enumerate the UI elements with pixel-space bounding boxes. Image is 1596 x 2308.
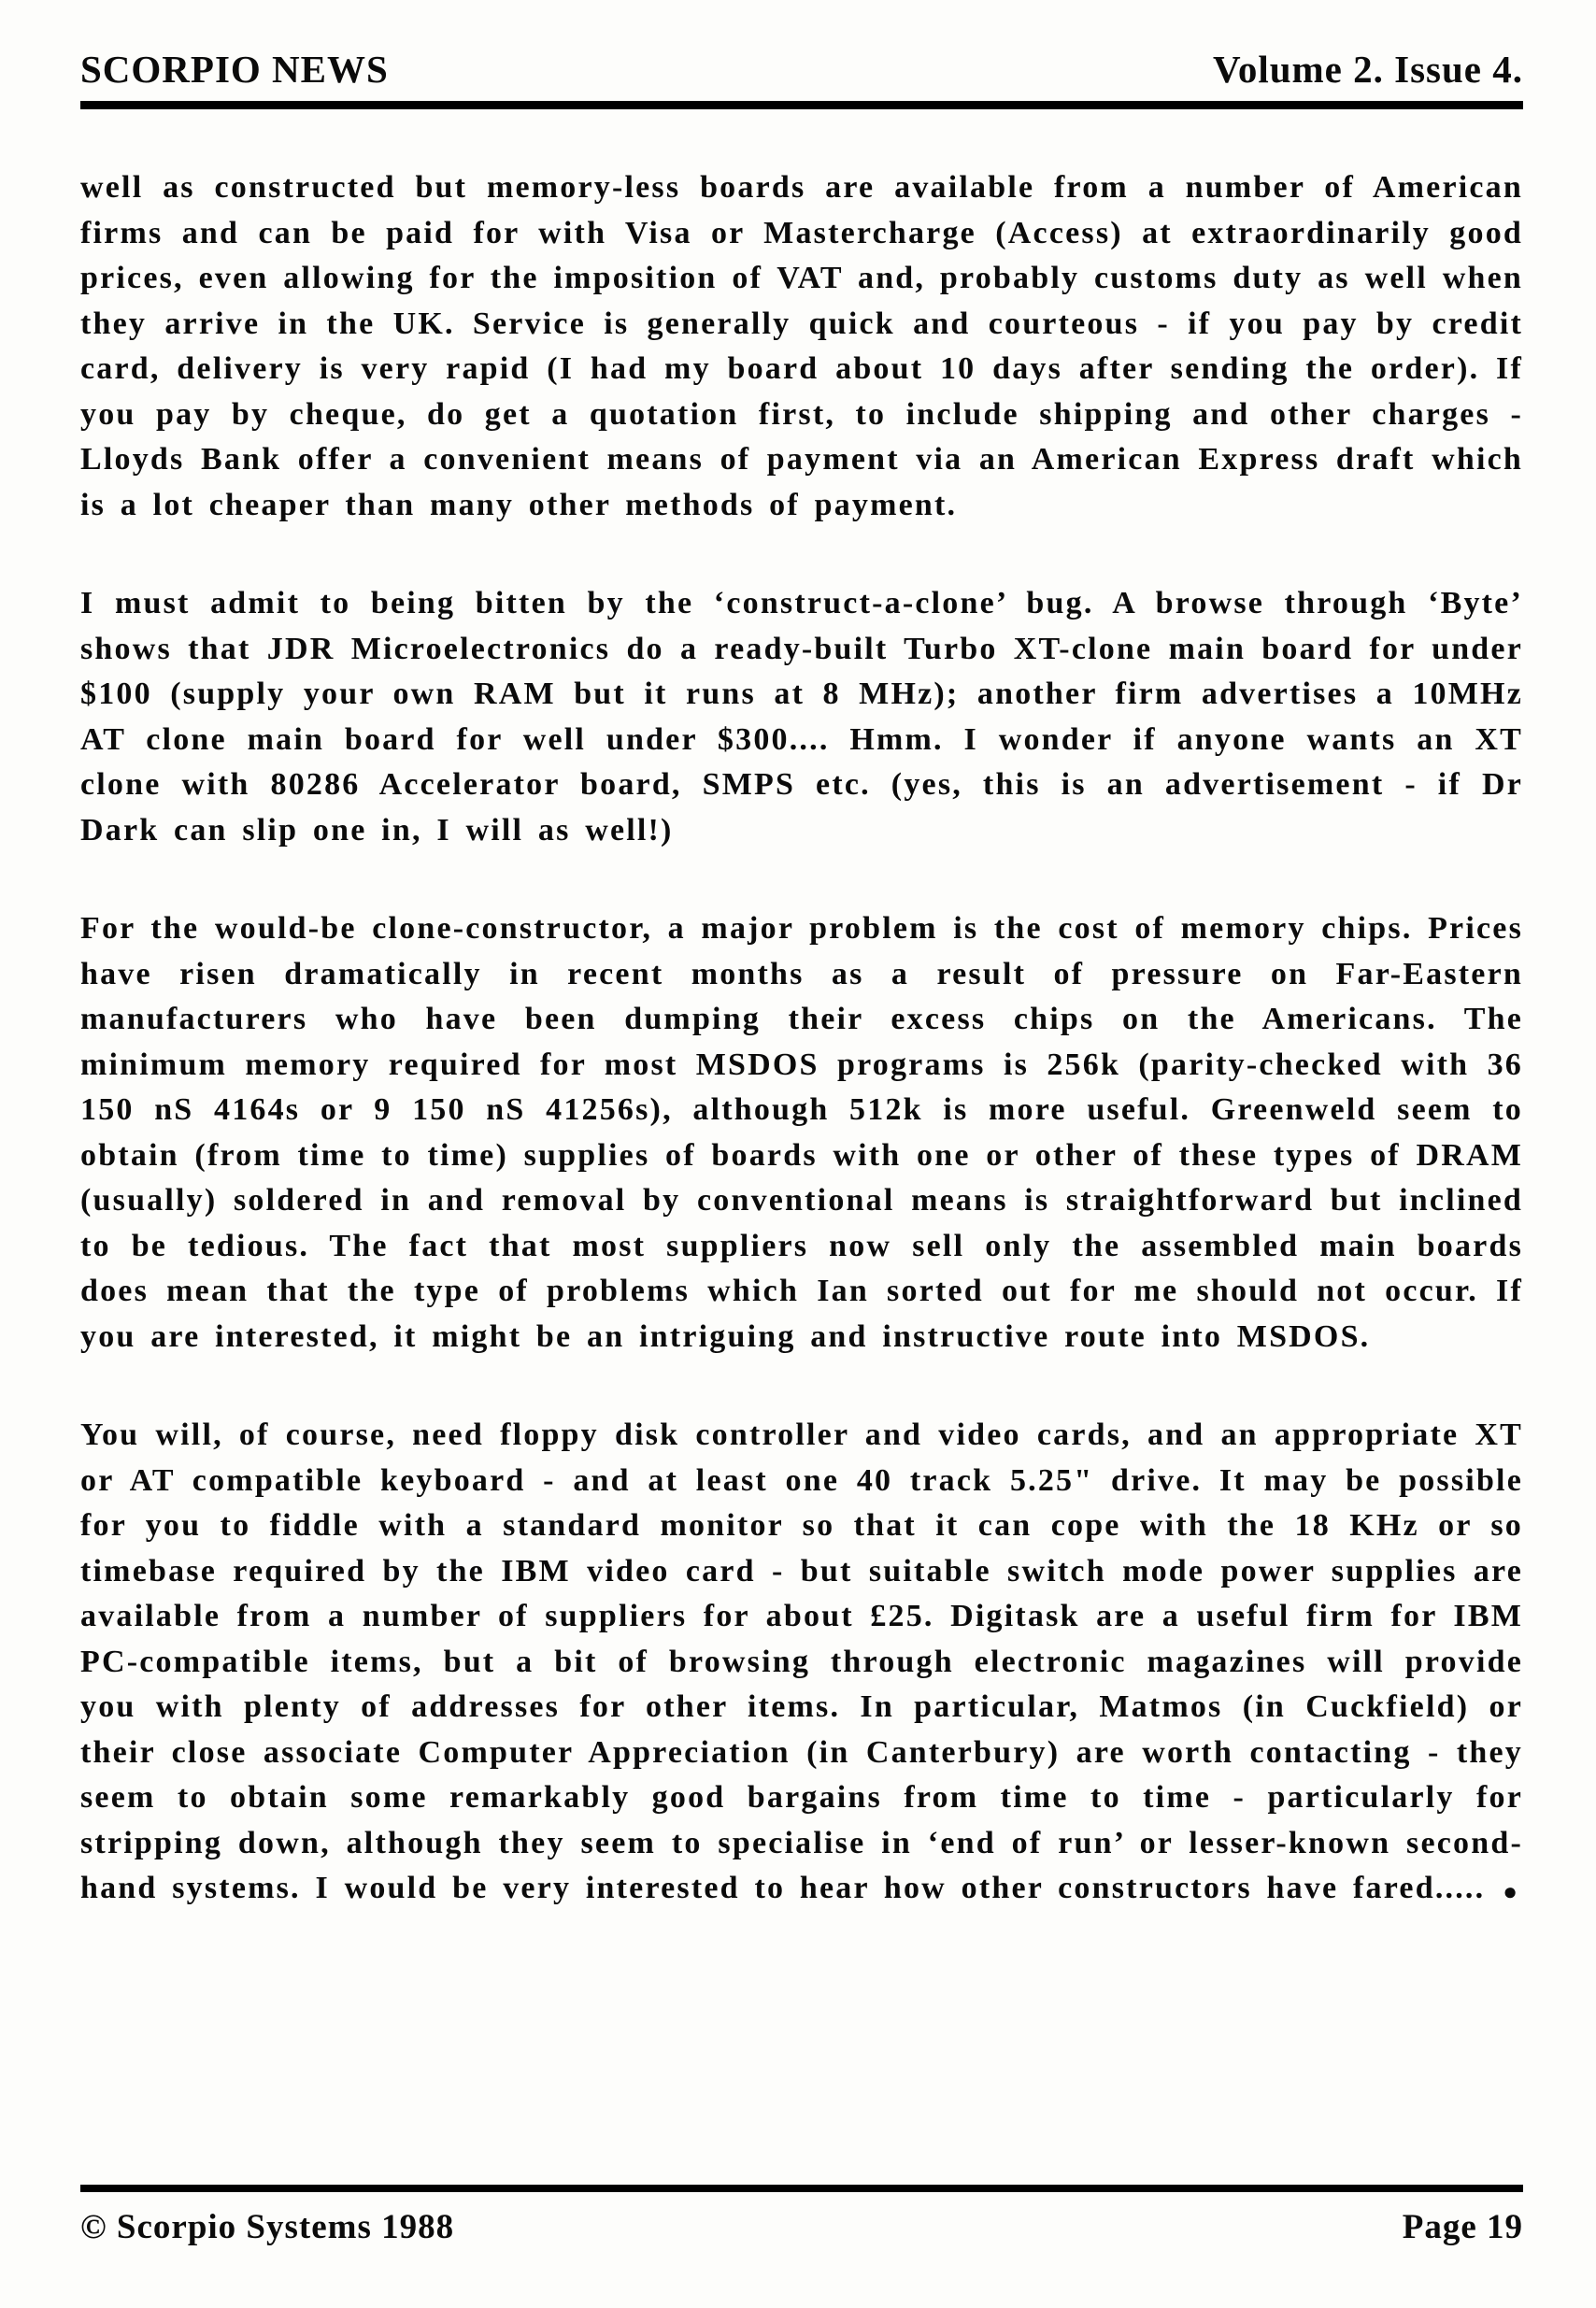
- page-number: Page 19: [1402, 2208, 1523, 2246]
- paragraph-payment: well as constructed but memory-less boards are available from a number of American firms and can be paid for with Visa or Mastercharge (Access) at extraordinarily good prices, even allowing for the imposition of VAT and, probably customs duty as well when they arrive in the UK. Service is generally quick and courteous - if you pay by credit card, delivery is very rapid (I had my board about 10 days after sending the order). If you pay by cheque, do get a quotation first, to include shipping and other charges - Lloyds Bank offer a convenient means of payment via an American Express draft which is a lot cheaper than many other methods of payment.: [80, 170, 1523, 522]
- page-footer: [80, 2185, 1523, 2247]
- issue-label: Volume 2. Issue 4.: [1212, 48, 1523, 91]
- newsletter-title: SCORPIO NEWS: [80, 48, 389, 91]
- paragraph-clone-bug: I must admit to being bitten by the ‘construct-a-clone’ bug. A browse through ‘Byte’ shows that JDR Microelectronics do a ready-built Turbo XT-clone main board for under $100 (supply your own RAM but it runs at 8 MHz); another firm advertises a 10MHz AT clone main board for well under $300.... Hmm. I wonder if anyone wants an XT clone with 80286 Accelerator board, SMPS etc. (yes, this is an advertisement - if Dr Dark can slip one in, I will as well!): [80, 586, 1523, 848]
- paragraph-memory-chips: For the would-be clone-constructor, a major problem is the cost of memory chips. Prices have risen dramatically in recent months as a result of pressure on Far-Eastern manufacturers who have been dumping their excess chips on the Americans. The minimum memory required for most MSDOS programs is 256k (parity-checked with 36 150 nS 4164s or 9 150 nS 41256s), although 512k is more useful. Greenweld seem to obtain (from time to time) supplies of boards with one or other of these types of DRAM (usually) soldered in and removal by conventional means is straightforward but inclined to be tedious. The fact that most suppliers now sell only the assembled main boards does mean that the type of problems which Ian sorted out for me should not occur. If you are interested, it might be an intriguing and instructive route into MSDOS.: [80, 911, 1523, 1354]
- copyright-notice: © Scorpio Systems 1988: [80, 2208, 455, 2246]
- last-paragraph-wrap: [80, 1413, 1523, 1912]
- paragraph-components: You will, of course, need floppy disk controller and video cards, and an appropriate XT or AT compatible keyboard - and at least one 40 track 5.25" drive. It may be possible for you to fiddle with a standard monitor so that it can cope with the 18 KHz or so timebase required by the IBM video card - but suitable switch mode power supplies are available from a number of suppliers for about £25. Digitask are a useful firm for IBM PC-compatible items, but a bit of browsing through electronic magazines will provide you with plenty of addresses for other items. In particular, Matmos (in Cuckfield) or their close associate Computer Appreciation (in Canterbury) are worth contacting - they seem to obtain some remarkably good bargains from time to time - particularly for stripping down, although they seem to specialise in ‘end of run’ or lesser-known second-hand systems. I would be very interested to hear how other constructors have fared.....: [80, 1418, 1523, 1905]
- page-header: [80, 47, 1523, 109]
- page-content: [80, 47, 1523, 1912]
- article-body: [80, 165, 1523, 1912]
- end-of-article-bullet-icon: ●: [1503, 1877, 1518, 1905]
